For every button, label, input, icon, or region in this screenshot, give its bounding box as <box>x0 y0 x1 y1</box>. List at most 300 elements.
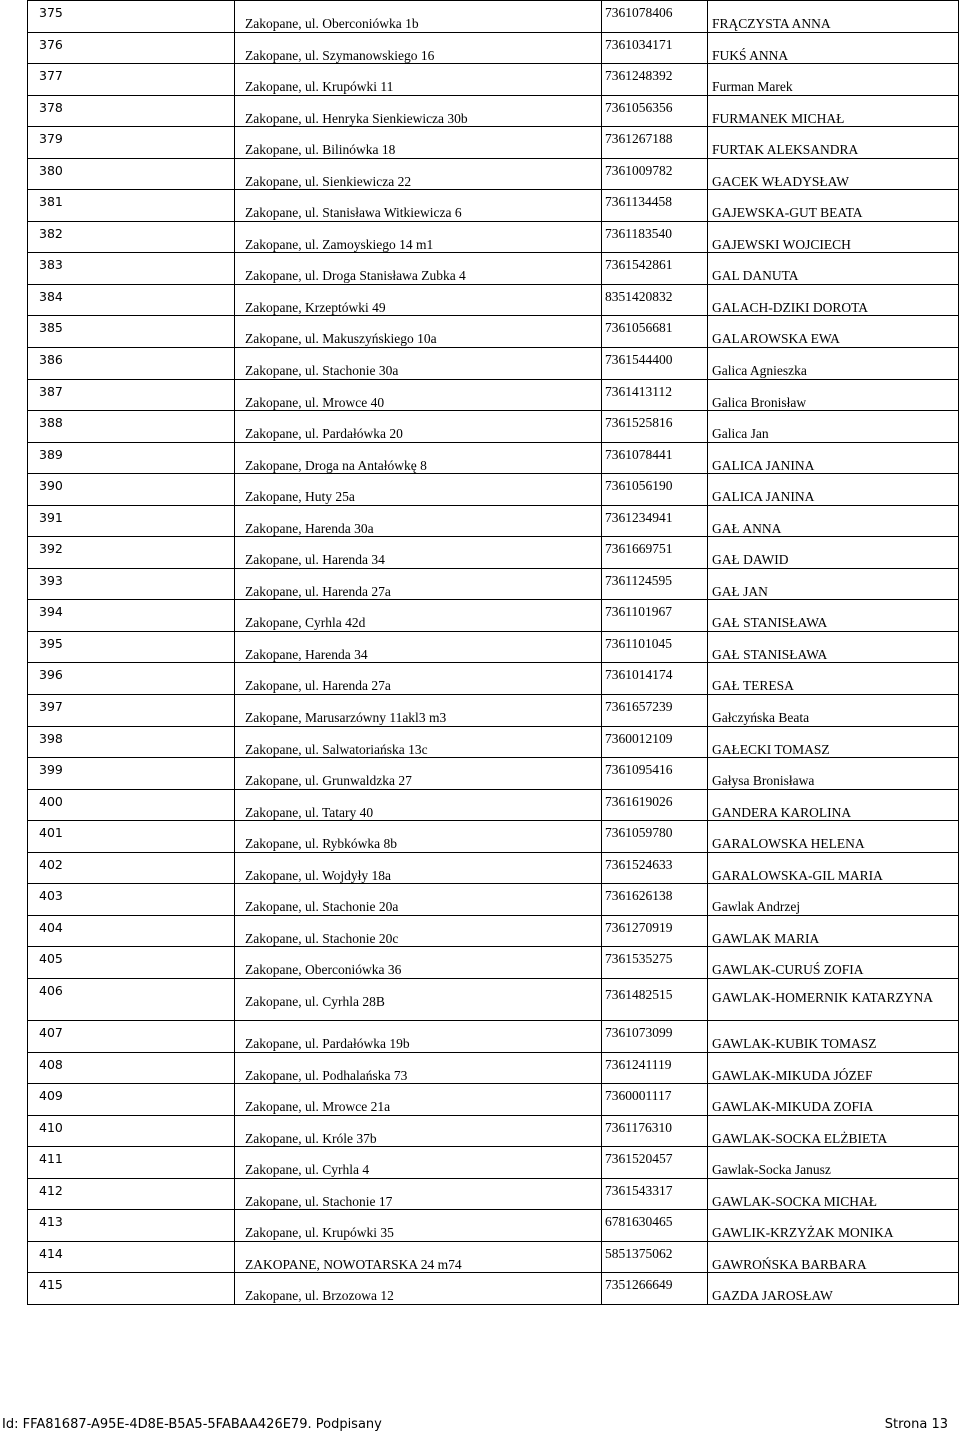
row-number <box>28 95 235 127</box>
table-row <box>28 127 959 159</box>
name-cell-text: GAL DANUTA <box>712 268 799 284</box>
address-cell-text: Zakopane, ul. Bilinówka 18 <box>245 142 396 158</box>
row-number <box>28 1273 235 1305</box>
table-row <box>28 1178 959 1210</box>
row-number <box>28 600 235 632</box>
row-number-text: 405 <box>39 951 63 967</box>
name-cell-text: FURTAK ALEKSANDRA <box>712 142 859 158</box>
address-cell-text: Zakopane, ul. Szymanowskiego 16 <box>245 47 435 63</box>
name-cell-text: GAWLAK-MIKUDA JÓZEF <box>712 1067 873 1083</box>
address-cell-text: Zakopane, ul. Stachonie 17 <box>245 1193 393 1209</box>
row-number-text: 376 <box>39 36 63 52</box>
identifier-cell-text: 7361056190 <box>605 478 673 494</box>
address-cell-text: Zakopane, ul. Wojdyły 18a <box>245 867 392 883</box>
identifier-cell <box>602 316 708 348</box>
identifier-cell-text: 7361241119 <box>605 1056 672 1072</box>
identifier-cell-text: 7361101967 <box>605 604 672 620</box>
identifier-cell-text: 7361101045 <box>605 635 672 651</box>
identifier-cell-text: 7361413112 <box>605 383 672 399</box>
name-cell <box>708 1178 959 1210</box>
row-number-text: 402 <box>39 856 63 872</box>
name-cell-text: FUKŚ ANNA <box>712 47 789 63</box>
row-number-text: 399 <box>39 762 63 778</box>
row-number <box>28 158 235 190</box>
row-number-text: 407 <box>39 1024 63 1040</box>
identifier-cell-text: 7360012109 <box>605 730 673 746</box>
name-cell-text: Gawlak-Socka Janusz <box>712 1162 831 1178</box>
row-number-text: 396 <box>39 667 63 683</box>
row-number <box>28 284 235 316</box>
identifier-cell <box>602 1052 708 1084</box>
address-cell-text: Zakopane, ul. Pardałówka 19b <box>245 1035 410 1051</box>
row-number <box>28 1084 235 1116</box>
address-cell-text: Zakopane, ul. Henryka Sienkiewicza 30b <box>245 110 468 126</box>
address-cell-text: Zakopane, Krzeptówki 49 <box>245 299 386 315</box>
name-cell-text: GAWROŃSKA BARBARA <box>712 1256 867 1272</box>
address-cell <box>235 600 602 632</box>
name-cell-text: GARALOWSKA HELENA <box>712 836 865 852</box>
name-cell-text: GAŁ TERESA <box>712 678 794 694</box>
address-cell-text: Zakopane, ul. Krupówki 35 <box>245 1225 394 1241</box>
name-cell-text: GAWLAK-HOMERNIK KATARZYNA <box>712 989 933 1005</box>
name-cell <box>708 442 959 474</box>
name-cell <box>708 821 959 853</box>
name-cell-text: GAWLAK-KUBIK TOMASZ <box>712 1035 877 1051</box>
address-cell <box>235 1 602 33</box>
address-cell-text: Zakopane, Harenda 34 <box>245 646 368 662</box>
identifier-cell-text: 7361482515 <box>605 986 673 1002</box>
name-cell <box>708 1084 959 1116</box>
table-row <box>28 947 959 979</box>
table-row <box>28 1052 959 1084</box>
row-number-text: 382 <box>39 225 63 241</box>
row-number <box>28 1020 235 1052</box>
row-number <box>28 127 235 159</box>
row-number <box>28 64 235 96</box>
address-cell <box>235 221 602 253</box>
name-cell <box>708 316 959 348</box>
row-number-text: 397 <box>39 699 63 715</box>
identifier-cell-text: 5851375062 <box>605 1245 673 1261</box>
name-cell <box>708 789 959 821</box>
row-number-text: 385 <box>39 320 63 336</box>
row-number <box>28 537 235 569</box>
table-row <box>28 1241 959 1273</box>
address-cell <box>235 1178 602 1210</box>
name-cell-text: Gałysa Bronisława <box>712 773 815 789</box>
row-number-text: 388 <box>39 415 63 431</box>
identifier-cell <box>602 1147 708 1179</box>
row-number-text: 412 <box>39 1182 63 1198</box>
address-cell <box>235 1020 602 1052</box>
identifier-cell-text: 7361270919 <box>605 919 673 935</box>
row-number <box>28 1115 235 1147</box>
table-row <box>28 190 959 222</box>
address-cell <box>235 64 602 96</box>
row-number-text: 392 <box>39 541 63 557</box>
address-cell-text: Zakopane, Marusarzówny 11akl3 m3 <box>245 710 447 726</box>
name-cell <box>708 537 959 569</box>
row-number <box>28 316 235 348</box>
identifier-cell <box>602 1020 708 1052</box>
row-number-text: 379 <box>39 131 63 147</box>
identifier-cell <box>602 758 708 790</box>
name-cell <box>708 32 959 64</box>
table-row <box>28 663 959 695</box>
name-cell-text: GAWLAK-SOCKA MICHAŁ <box>712 1193 878 1209</box>
address-cell-text: Zakopane, ul. Pardałówka 20 <box>245 426 403 442</box>
row-number-text: 406 <box>39 982 63 998</box>
identifier-cell <box>602 1241 708 1273</box>
row-number <box>28 411 235 443</box>
name-cell-text: Gałczyńska Beata <box>712 710 810 726</box>
row-number-text: 415 <box>39 1277 63 1293</box>
name-cell-text: GAŁ ANNA <box>712 520 782 536</box>
address-cell <box>235 1210 602 1242</box>
row-number-text: 383 <box>39 257 63 273</box>
address-cell-text: Zakopane, ul. Stachonie 20c <box>245 930 399 946</box>
identifier-cell <box>602 253 708 285</box>
address-cell-text: Zakopane, ul. Harenda 27a <box>245 678 391 694</box>
identifier-cell <box>602 726 708 758</box>
name-cell <box>708 284 959 316</box>
name-cell-text: GAWLAK-CURUŚ ZOFIA <box>712 962 864 978</box>
name-cell-text: GAJEWSKI WOJCIECH <box>712 236 851 252</box>
identifier-cell <box>602 190 708 222</box>
identifier-cell <box>602 1 708 33</box>
identifier-cell-text: 6781630465 <box>605 1214 673 1230</box>
row-number <box>28 442 235 474</box>
identifier-cell-text: 7361134458 <box>605 194 672 210</box>
name-cell <box>708 474 959 506</box>
identifier-cell-text: 7361524633 <box>605 856 673 872</box>
row-number <box>28 726 235 758</box>
identifier-cell-text: 7361034171 <box>605 36 673 52</box>
row-number <box>28 348 235 380</box>
identifier-cell-text: 7361267188 <box>605 131 673 147</box>
address-cell <box>235 505 602 537</box>
table-row <box>28 379 959 411</box>
row-number-text: 387 <box>39 383 63 399</box>
address-cell-text: Zakopane, ul. Harenda 27a <box>245 583 391 599</box>
row-number <box>28 978 235 1020</box>
address-cell <box>235 190 602 222</box>
name-cell <box>708 253 959 285</box>
address-cell-text: Zakopane, Huty 25a <box>245 489 355 505</box>
row-number <box>28 947 235 979</box>
name-cell <box>708 158 959 190</box>
identifier-cell <box>602 127 708 159</box>
identifier-cell-text: 7361059780 <box>605 825 673 841</box>
address-cell-text: Zakopane, ul. Podhalańska 73 <box>245 1067 408 1083</box>
address-cell <box>235 821 602 853</box>
row-number <box>28 568 235 600</box>
name-cell <box>708 1210 959 1242</box>
row-number-text: 393 <box>39 572 63 588</box>
name-cell-text: GAWLAK-SOCKA ELŻBIETA <box>712 1130 888 1146</box>
row-number-text: 377 <box>39 68 63 84</box>
name-cell <box>708 695 959 727</box>
name-cell-text: GAWLIK-KRZYŻAK MONIKA <box>712 1225 894 1241</box>
row-number <box>28 758 235 790</box>
row-number <box>28 1147 235 1179</box>
name-cell-text: FRĄCZYSTA ANNA <box>712 16 831 31</box>
address-cell <box>235 474 602 506</box>
table-row <box>28 474 959 506</box>
identifier-cell-text: 7351266649 <box>605 1277 673 1293</box>
address-cell <box>235 568 602 600</box>
address-cell-text: Zakopane, ul. Krupówki 11 <box>245 79 394 95</box>
address-cell <box>235 95 602 127</box>
identifier-cell <box>602 158 708 190</box>
address-cell <box>235 284 602 316</box>
address-cell <box>235 1115 602 1147</box>
name-cell-text: Galica Bronisław <box>712 394 807 410</box>
name-cell <box>708 758 959 790</box>
row-number-text: 395 <box>39 635 63 651</box>
address-cell <box>235 947 602 979</box>
address-cell-text: Zakopane, ul. Sienkiewicza 22 <box>245 173 412 189</box>
row-number-text: 410 <box>39 1119 63 1135</box>
table-row <box>28 1020 959 1052</box>
table-row <box>28 1273 959 1305</box>
identifier-cell <box>602 821 708 853</box>
identifier-cell <box>602 474 708 506</box>
address-cell <box>235 1084 602 1116</box>
table-row <box>28 1210 959 1242</box>
table-row <box>28 221 959 253</box>
identifier-cell <box>602 537 708 569</box>
identifier-cell <box>602 95 708 127</box>
row-number <box>28 821 235 853</box>
identifier-cell-text: 7361124595 <box>605 572 672 588</box>
table-row <box>28 411 959 443</box>
identifier-cell <box>602 884 708 916</box>
row-number <box>28 631 235 663</box>
row-number <box>28 221 235 253</box>
identifier-cell-text: 7361078406 <box>605 5 673 20</box>
address-cell-text: Zakopane, ul. Makuszyńskiego 10a <box>245 331 437 347</box>
identifier-cell-text: 7360001117 <box>605 1088 672 1104</box>
table-row <box>28 348 959 380</box>
identifier-cell <box>602 348 708 380</box>
identifier-cell <box>602 600 708 632</box>
name-cell-text: FURMANEK MICHAŁ <box>712 110 845 126</box>
row-number-text: 375 <box>39 5 63 20</box>
row-number <box>28 663 235 695</box>
identifier-cell <box>602 221 708 253</box>
identifier-cell <box>602 695 708 727</box>
name-cell <box>708 190 959 222</box>
address-cell <box>235 32 602 64</box>
row-number <box>28 32 235 64</box>
table-row <box>28 631 959 663</box>
table-row <box>28 316 959 348</box>
address-cell-text: Zakopane, Droga na Antałówkę 8 <box>245 457 427 473</box>
row-number-text: 384 <box>39 288 63 304</box>
name-cell <box>708 411 959 443</box>
address-cell <box>235 695 602 727</box>
row-number <box>28 852 235 884</box>
row-number-text: 411 <box>39 1151 63 1167</box>
identifier-cell-text: 7361176310 <box>605 1119 672 1135</box>
name-cell <box>708 663 959 695</box>
identifier-cell-text: 7361009782 <box>605 162 673 178</box>
table-row <box>28 884 959 916</box>
table-row <box>28 253 959 285</box>
name-cell <box>708 978 959 1020</box>
identifier-cell <box>602 442 708 474</box>
name-cell <box>708 64 959 96</box>
address-cell-text: Zakopane, Harenda 30a <box>245 520 374 536</box>
row-number <box>28 884 235 916</box>
name-cell-text: GARALOWSKA-GIL MARIA <box>712 867 883 883</box>
name-cell <box>708 505 959 537</box>
row-number <box>28 1052 235 1084</box>
identifier-cell-text: 8351420832 <box>605 288 673 304</box>
address-cell <box>235 663 602 695</box>
address-cell-text: Zakopane, ul. Oberconiówka 1b <box>245 16 419 31</box>
name-cell-text: GAJEWSKA-GUT BEATA <box>712 205 863 221</box>
row-number-text: 398 <box>39 730 63 746</box>
table-row <box>28 1147 959 1179</box>
identifier-cell <box>602 64 708 96</box>
table-row <box>28 32 959 64</box>
table-row <box>28 758 959 790</box>
row-number <box>28 1210 235 1242</box>
name-cell <box>708 1 959 33</box>
table-row <box>28 64 959 96</box>
address-cell-text: Zakopane, ul. Cyrhla 28B <box>245 993 385 1009</box>
identifier-cell <box>602 32 708 64</box>
name-cell-text: GALACH-DZIKI DOROTA <box>712 299 869 315</box>
row-number <box>28 915 235 947</box>
row-number-text: 401 <box>39 825 63 841</box>
table-row <box>28 978 959 1020</box>
name-cell <box>708 221 959 253</box>
address-cell <box>235 1147 602 1179</box>
identifier-cell-text: 7361095416 <box>605 762 673 778</box>
identifier-cell-text: 7361056356 <box>605 99 673 115</box>
identifier-cell <box>602 1178 708 1210</box>
address-cell <box>235 379 602 411</box>
address-cell-text: Zakopane, ul. Stachonie 30a <box>245 363 399 379</box>
identifier-cell-text: 7361535275 <box>605 951 673 967</box>
row-number-text: 381 <box>39 194 63 210</box>
row-number <box>28 379 235 411</box>
identifier-cell <box>602 915 708 947</box>
address-cell <box>235 442 602 474</box>
row-number <box>28 1 235 33</box>
name-cell-text: GAZDA JAROSŁAW <box>712 1288 833 1304</box>
name-cell <box>708 127 959 159</box>
name-cell <box>708 1241 959 1273</box>
row-number <box>28 505 235 537</box>
register-body <box>28 1 959 1305</box>
row-number-text: 403 <box>39 888 63 904</box>
address-cell <box>235 726 602 758</box>
identifier-cell <box>602 505 708 537</box>
address-cell <box>235 789 602 821</box>
name-cell-text: GAŁ JAN <box>712 583 768 599</box>
row-number-text: 404 <box>39 919 63 935</box>
name-cell-text: Gawlak Andrzej <box>712 899 801 915</box>
name-cell <box>708 95 959 127</box>
identifier-cell <box>602 1084 708 1116</box>
identifier-cell-text: 7361669751 <box>605 541 673 557</box>
name-cell-text: Galica Agnieszka <box>712 363 807 379</box>
name-cell-text: GAŁ DAWID <box>712 552 789 568</box>
row-number <box>28 695 235 727</box>
address-cell <box>235 411 602 443</box>
table-row <box>28 505 959 537</box>
address-cell <box>235 852 602 884</box>
identifier-cell <box>602 852 708 884</box>
identifier-cell-text: 7361056681 <box>605 320 673 336</box>
name-cell-text: GAWLAK MARIA <box>712 930 820 946</box>
identifier-cell-text: 7361234941 <box>605 509 673 525</box>
name-cell <box>708 568 959 600</box>
address-cell-text: Zakopane, ul. Stanisława Witkiewicza 6 <box>245 205 462 221</box>
row-number-text: 409 <box>39 1088 63 1104</box>
address-cell <box>235 1052 602 1084</box>
name-cell <box>708 1020 959 1052</box>
address-cell <box>235 631 602 663</box>
address-cell-text: Zakopane, ul. Stachonie 20a <box>245 899 399 915</box>
identifier-cell-text: 7361078441 <box>605 446 673 462</box>
identifier-cell-text: 7361014174 <box>605 667 673 683</box>
address-cell-text: Zakopane, ul. Droga Stanisława Zubka 4 <box>245 268 466 284</box>
name-cell-text: GAWLAK-MIKUDA ZOFIA <box>712 1099 874 1115</box>
address-cell-text: Zakopane, ul. Brzozowa 12 <box>245 1288 394 1304</box>
name-cell <box>708 726 959 758</box>
address-cell <box>235 758 602 790</box>
identifier-cell-text: 7361542861 <box>605 257 673 273</box>
identifier-cell-text: 7361619026 <box>605 793 673 809</box>
address-cell-text: Zakopane, ul. Mrowce 21a <box>245 1099 391 1115</box>
identifier-cell <box>602 411 708 443</box>
name-cell-text: GANDERA KAROLINA <box>712 804 852 820</box>
identifier-cell <box>602 568 708 600</box>
identifier-cell <box>602 1210 708 1242</box>
name-cell-text: GALICA JANINA <box>712 489 815 505</box>
identifier-cell-text: 7361520457 <box>605 1151 673 1167</box>
address-cell-text: Zakopane, ul. Cyrhla 4 <box>245 1162 370 1178</box>
row-number-text: 394 <box>39 604 63 620</box>
address-cell-text: Zakopane, ul. Zamoyskiego 14 m1 <box>245 236 434 252</box>
document-id: Id: FFA81687-A95E-4D8E-B5A5-5FABAA426E79. Podpisany <box>2 1417 382 1432</box>
identifier-cell-text: 7361073099 <box>605 1024 673 1040</box>
row-number <box>28 474 235 506</box>
table-row <box>28 726 959 758</box>
address-cell-text: Zakopane, ul. Tatary 40 <box>245 804 374 820</box>
row-number-text: 378 <box>39 99 63 115</box>
identifier-cell <box>602 1273 708 1305</box>
table-row <box>28 852 959 884</box>
name-cell-text: Furman Marek <box>712 79 793 95</box>
identifier-cell-text: 7361657239 <box>605 699 673 715</box>
address-cell <box>235 253 602 285</box>
row-number <box>28 1178 235 1210</box>
address-cell <box>235 884 602 916</box>
table-row <box>28 789 959 821</box>
name-cell <box>708 600 959 632</box>
name-cell <box>708 852 959 884</box>
address-cell-text: Zakopane, ul. Rybkówka 8b <box>245 836 398 852</box>
name-cell-text: GACEK WŁADYSŁAW <box>712 173 850 189</box>
identifier-cell <box>602 1115 708 1147</box>
identifier-cell <box>602 663 708 695</box>
